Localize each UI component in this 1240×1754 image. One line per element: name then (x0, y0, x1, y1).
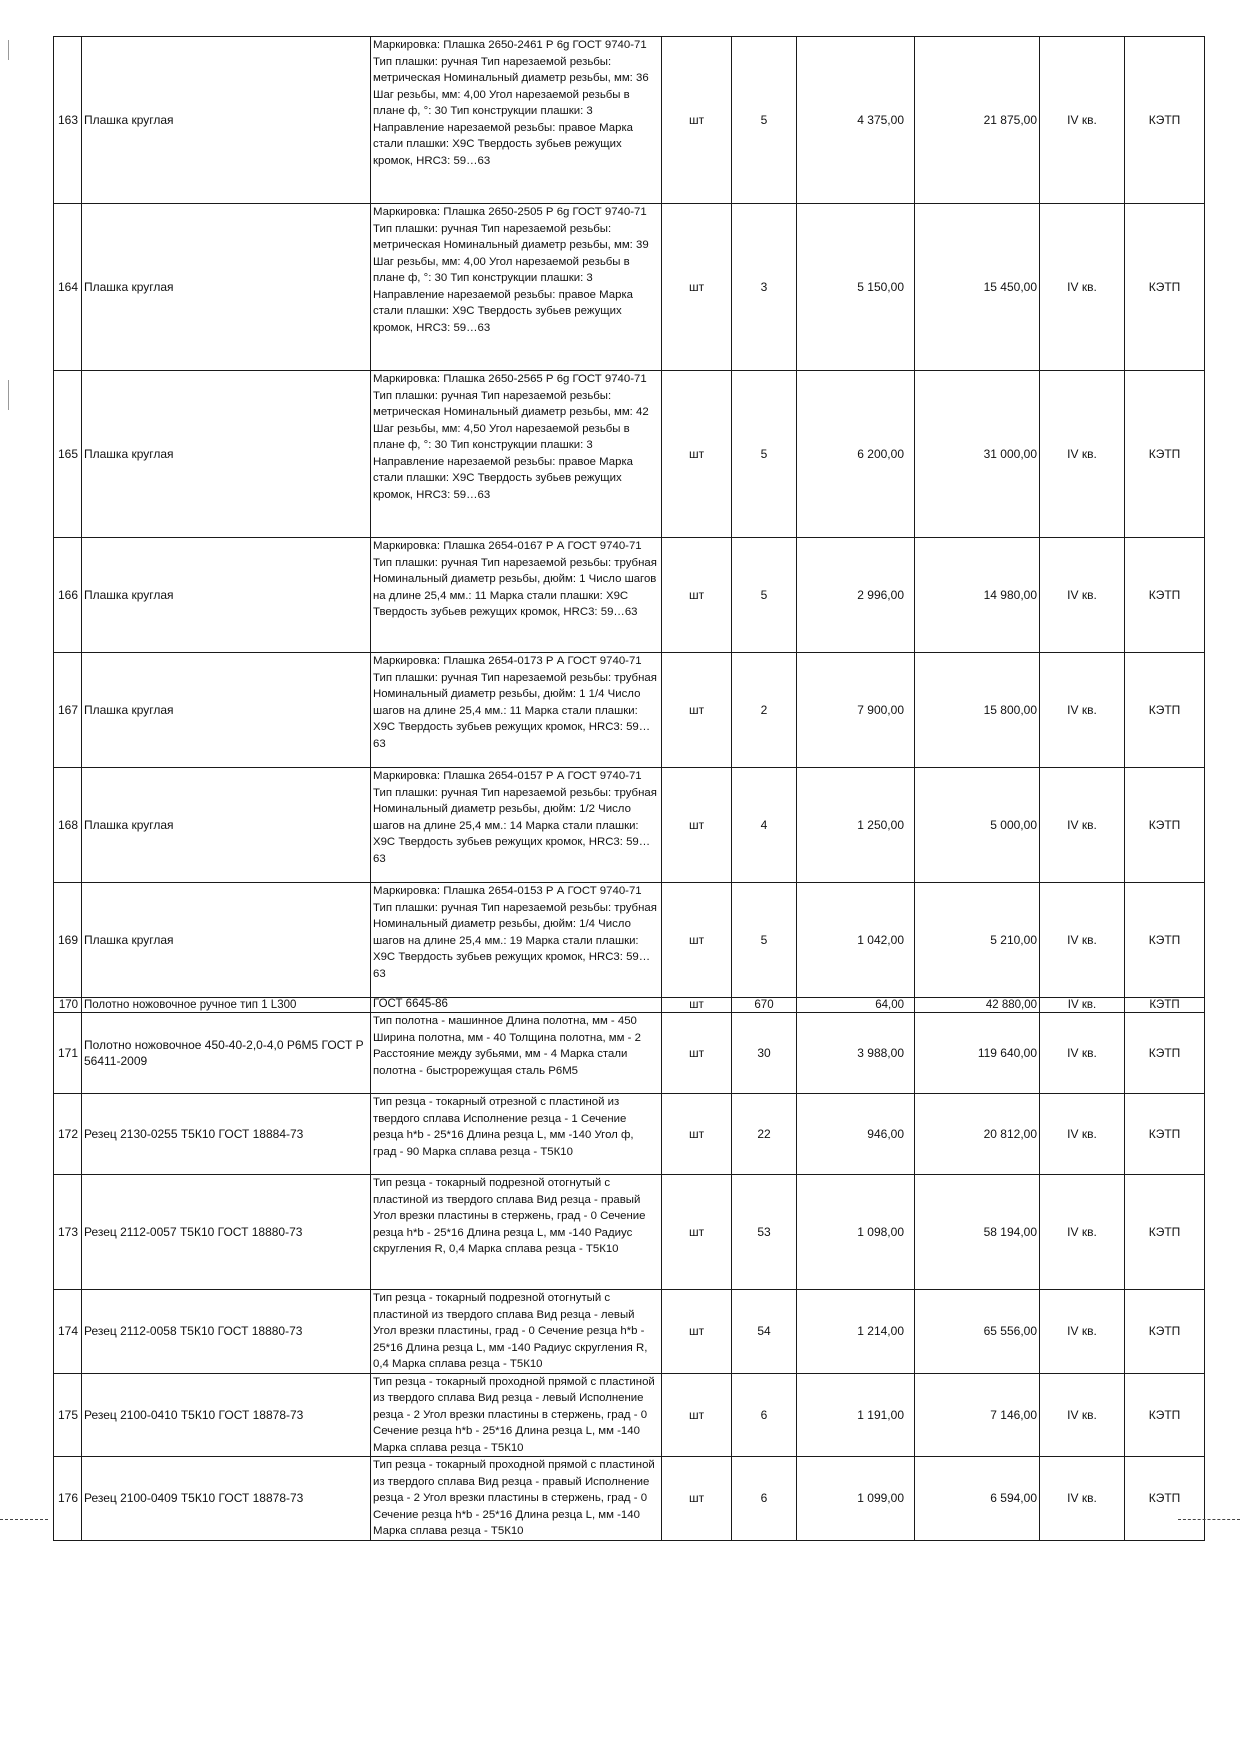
item-qty: 5 (732, 538, 797, 653)
item-sum: 6 594,00 (915, 1457, 1040, 1541)
item-supplier: КЭТП (1125, 1175, 1205, 1290)
item-spec: Тип резца - токарный отрезной с пластиной из твердого сплава Исполнение резца - 1 Сечение резца h*b - 25*16 Длина резца L, мм -140 Угол ф, град - 90 Марка сплава резца - Т5К10 (371, 1094, 662, 1175)
item-unit: шт (662, 1290, 732, 1374)
item-name: Плашка круглая (82, 204, 371, 371)
item-price: 1 250,00 (797, 768, 915, 883)
table-row (54, 1373, 1205, 1457)
item-qty: 3 (732, 204, 797, 371)
row-number: 163 (54, 37, 82, 204)
item-unit: шт (662, 1373, 732, 1457)
item-spec: Тип резца - токарный подрезной отогнутый с пластиной из твердого сплава Вид резца - правый Угол врезки пластины в стержень, град - 0 Сечение резца h*b - 25*16 Длина резца L, мм -140 Радиус скругления R, 0,4 Марка сплава резца - Т5К10 (371, 1175, 662, 1290)
row-number: 167 (54, 653, 82, 768)
item-quarter: IV кв. (1040, 204, 1125, 371)
item-spec: Маркировка: Плашка 2650-2505 Р 6g ГОСТ 9740-71 Тип плашки: ручная Тип нарезаемой резьбы: метрическая Номинальный диаметр резьбы, мм: 39 Шаг резьбы, мм: 4,00 Угол нарезаемой резьбы в плане ф, °: 30 Тип конструкции плашки: 3 Направление нарезаемой резьбы: правое Марка стали плашки: Х9С Твердость зубьев режущих кромок, HRC3: 59…63 (371, 204, 662, 371)
item-quarter: IV кв. (1040, 1290, 1125, 1374)
page-cut-line-left (0, 1519, 48, 1520)
row-number: 175 (54, 1373, 82, 1457)
row-number: 169 (54, 883, 82, 998)
table-row (54, 538, 1205, 653)
item-spec: ГОСТ 6645-86 (371, 998, 662, 1013)
item-supplier: КЭТП (1125, 371, 1205, 538)
item-qty: 2 (732, 653, 797, 768)
item-quarter: IV кв. (1040, 1175, 1125, 1290)
row-number: 176 (54, 1457, 82, 1541)
item-unit: шт (662, 1094, 732, 1175)
item-supplier: КЭТП (1125, 1013, 1205, 1094)
item-supplier: КЭТП (1125, 1457, 1205, 1541)
item-unit: шт (662, 1457, 732, 1541)
item-quarter: IV кв. (1040, 1094, 1125, 1175)
item-quarter: IV кв. (1040, 1373, 1125, 1457)
item-price: 7 900,00 (797, 653, 915, 768)
item-spec: Маркировка: Плашка 2654-0157 Р А ГОСТ 9740-71 Тип плашки: ручная Тип нарезаемой резьбы: трубная Номинальный диаметр резьбы, дюйм: 1/2 Число шагов на длине 25,4 мм.: 14 Марка стали плашки: Х9С Твердость зубьев режущих кромок, HRC3: 59…63 (371, 768, 662, 883)
item-quarter: IV кв. (1040, 1013, 1125, 1094)
row-number: 170 (54, 998, 82, 1013)
item-price: 5 150,00 (797, 204, 915, 371)
item-price: 4 375,00 (797, 37, 915, 204)
table-row (54, 1175, 1205, 1290)
item-qty: 670 (732, 998, 797, 1013)
table-row (54, 653, 1205, 768)
item-unit: шт (662, 883, 732, 998)
table-row (54, 768, 1205, 883)
item-name: Плашка круглая (82, 37, 371, 204)
item-sum: 20 812,00 (915, 1094, 1040, 1175)
item-sum: 31 000,00 (915, 371, 1040, 538)
row-number: 165 (54, 371, 82, 538)
item-sum: 15 800,00 (915, 653, 1040, 768)
table-row (54, 204, 1205, 371)
row-number: 171 (54, 1013, 82, 1094)
item-price: 2 996,00 (797, 538, 915, 653)
item-price: 1 098,00 (797, 1175, 915, 1290)
item-name: Резец 2112-0058 Т5К10 ГОСТ 18880-73 (82, 1290, 371, 1374)
item-unit: шт (662, 37, 732, 204)
item-supplier: КЭТП (1125, 1373, 1205, 1457)
item-unit: шт (662, 1175, 732, 1290)
row-number: 172 (54, 1094, 82, 1175)
item-price: 1 191,00 (797, 1373, 915, 1457)
item-unit: шт (662, 768, 732, 883)
scan-margin-mark (8, 380, 9, 410)
table-row (54, 1457, 1205, 1541)
row-number: 173 (54, 1175, 82, 1290)
item-name: Резец 2112-0057 Т5К10 ГОСТ 18880-73 (82, 1175, 371, 1290)
item-price: 64,00 (797, 998, 915, 1013)
item-supplier: КЭТП (1125, 653, 1205, 768)
item-supplier: КЭТП (1125, 37, 1205, 204)
item-quarter: IV кв. (1040, 768, 1125, 883)
item-qty: 5 (732, 37, 797, 204)
item-spec: Тип резца - токарный подрезной отогнутый с пластиной из твердого сплава Вид резца - левый Угол врезки пластины, град - 0 Сечение резца h*b - 25*16 Длина резца L, мм -140 Радиус скругления R, 0,4 Марка сплава резца - Т5К10 (371, 1290, 662, 1374)
item-name: Резец 2100-0410 Т5К10 ГОСТ 18878-73 (82, 1373, 371, 1457)
item-qty: 6 (732, 1457, 797, 1541)
item-spec: Маркировка: Плашка 2654-0167 Р А ГОСТ 9740-71 Тип плашки: ручная Тип нарезаемой резьбы: трубная Номинальный диаметр резьбы, дюйм: 1 Число шагов на длине 25,4 мм.: 11 Марка стали плашки: Х9С Твердость зубьев режущих кромок, HRC3: 59…63 (371, 538, 662, 653)
item-qty: 6 (732, 1373, 797, 1457)
item-qty: 22 (732, 1094, 797, 1175)
item-qty: 5 (732, 371, 797, 538)
item-price: 1 099,00 (797, 1457, 915, 1541)
item-quarter: IV кв. (1040, 538, 1125, 653)
procurement-table (53, 36, 1205, 1541)
table-row (54, 37, 1205, 204)
item-unit: шт (662, 998, 732, 1013)
item-spec: Тип резца - токарный проходной прямой с пластиной из твердого сплава Вид резца - правый Исполнение резца - 2 Угол врезки пластины в стержень, град - 0 Сечение резца h*b - 25*16 Длина резца L, мм -140 Марка сплава резца - Т5К10 (371, 1457, 662, 1541)
item-quarter: IV кв. (1040, 653, 1125, 768)
item-name: Резец 2100-0409 Т5К10 ГОСТ 18878-73 (82, 1457, 371, 1541)
item-unit: шт (662, 204, 732, 371)
page-cut-line-right (1178, 1519, 1240, 1520)
item-qty: 4 (732, 768, 797, 883)
item-unit: шт (662, 371, 732, 538)
item-name: Плашка круглая (82, 371, 371, 538)
item-spec: Маркировка: Плашка 2654-0173 Р А ГОСТ 9740-71 Тип плашки: ручная Тип нарезаемой резьбы: трубная Номинальный диаметр резьбы, дюйм: 1 1/4 Число шагов на длине 25,4 мм.: 11 Марка стали плашки: Х9С Твердость зубьев режущих кромок, HRC3: 59…63 (371, 653, 662, 768)
item-sum: 15 450,00 (915, 204, 1040, 371)
item-name: Плашка круглая (82, 883, 371, 998)
row-number: 164 (54, 204, 82, 371)
row-number: 174 (54, 1290, 82, 1374)
item-spec: Маркировка: Плашка 2650-2565 Р 6g ГОСТ 9740-71 Тип плашки: ручная Тип нарезаемой резьбы: метрическая Номинальный диаметр резьбы, мм: 42 Шаг резьбы, мм: 4,50 Угол нарезаемой резьбы в плане ф, °: 30 Тип конструкции плашки: 3 Направление нарезаемой резьбы: правое Марка стали плашки: Х9С Твердость зубьев режущих кромок, HRC3: 59…63 (371, 371, 662, 538)
table-row (54, 1290, 1205, 1374)
item-supplier: КЭТП (1125, 204, 1205, 371)
row-number: 166 (54, 538, 82, 653)
item-quarter: IV кв. (1040, 37, 1125, 204)
row-number: 168 (54, 768, 82, 883)
item-qty: 53 (732, 1175, 797, 1290)
item-name: Резец 2130-0255 Т5К10 ГОСТ 18884-73 (82, 1094, 371, 1175)
item-price: 1 042,00 (797, 883, 915, 998)
item-sum: 5 000,00 (915, 768, 1040, 883)
table-row (54, 998, 1205, 1013)
item-price: 1 214,00 (797, 1290, 915, 1374)
item-spec: Маркировка: Плашка 2650-2461 Р 6g ГОСТ 9740-71 Тип плашки: ручная Тип нарезаемой резьбы: метрическая Номинальный диаметр резьбы, мм: 36 Шаг резьбы, мм: 4,00 Угол нарезаемой резьбы в плане ф, °: 30 Тип конструкции плашки: 3 Направление нарезаемой резьбы: правое Марка стали плашки: Х9С Твердость зубьев режущих кромок, HRC3: 59…63 (371, 37, 662, 204)
table-row (54, 1013, 1205, 1094)
item-supplier: КЭТП (1125, 768, 1205, 883)
item-name: Плашка круглая (82, 538, 371, 653)
item-unit: шт (662, 653, 732, 768)
item-sum: 5 210,00 (915, 883, 1040, 998)
item-sum: 65 556,00 (915, 1290, 1040, 1374)
item-supplier: КЭТП (1125, 1290, 1205, 1374)
item-sum: 119 640,00 (915, 1013, 1040, 1094)
item-name: Плашка круглая (82, 653, 371, 768)
item-quarter: IV кв. (1040, 998, 1125, 1013)
item-spec: Маркировка: Плашка 2654-0153 Р А ГОСТ 9740-71 Тип плашки: ручная Тип нарезаемой резьбы: трубная Номинальный диаметр резьбы, дюйм: 1/4 Число шагов на длине 25,4 мм.: 19 Марка стали плашки: Х9С Твердость зубьев режущих кромок, HRC3: 59…63 (371, 883, 662, 998)
item-name: Плашка круглая (82, 768, 371, 883)
item-spec: Тип резца - токарный проходной прямой с пластиной из твердого сплава Вид резца - левый Исполнение резца - 2 Угол врезки пластины в стержень, град - 0 Сечение резца h*b - 25*16 Длина резца L, мм -140 Марка сплава резца - Т5К10 (371, 1373, 662, 1457)
item-quarter: IV кв. (1040, 371, 1125, 538)
table-row (54, 1094, 1205, 1175)
item-qty: 54 (732, 1290, 797, 1374)
item-sum: 7 146,00 (915, 1373, 1040, 1457)
item-unit: шт (662, 538, 732, 653)
item-sum: 58 194,00 (915, 1175, 1040, 1290)
item-quarter: IV кв. (1040, 1457, 1125, 1541)
scan-margin-mark (8, 40, 9, 60)
item-name: Полотно ножовочное ручное тип 1 L300 (82, 998, 371, 1013)
item-supplier: КЭТП (1125, 883, 1205, 998)
item-sum: 42 880,00 (915, 998, 1040, 1013)
item-unit: шт (662, 1013, 732, 1094)
table-row (54, 371, 1205, 538)
item-sum: 21 875,00 (915, 37, 1040, 204)
table-row (54, 883, 1205, 998)
item-supplier: КЭТП (1125, 998, 1205, 1013)
item-name: Полотно ножовочное 450-40-2,0-4,0 Р6М5 ГОСТ Р 56411-2009 (82, 1013, 371, 1094)
item-supplier: КЭТП (1125, 1094, 1205, 1175)
item-quarter: IV кв. (1040, 883, 1125, 998)
item-price: 6 200,00 (797, 371, 915, 538)
item-sum: 14 980,00 (915, 538, 1040, 653)
item-qty: 5 (732, 883, 797, 998)
item-qty: 30 (732, 1013, 797, 1094)
item-price: 946,00 (797, 1094, 915, 1175)
item-price: 3 988,00 (797, 1013, 915, 1094)
item-spec: Тип полотна - машинное Длина полотна, мм - 450 Ширина полотна, мм - 40 Толщина полотна, мм - 2 Расстояние между зубьями, мм - 4 Марка стали полотна - быстрорежущая сталь Р6М5 (371, 1013, 662, 1094)
item-supplier: КЭТП (1125, 538, 1205, 653)
